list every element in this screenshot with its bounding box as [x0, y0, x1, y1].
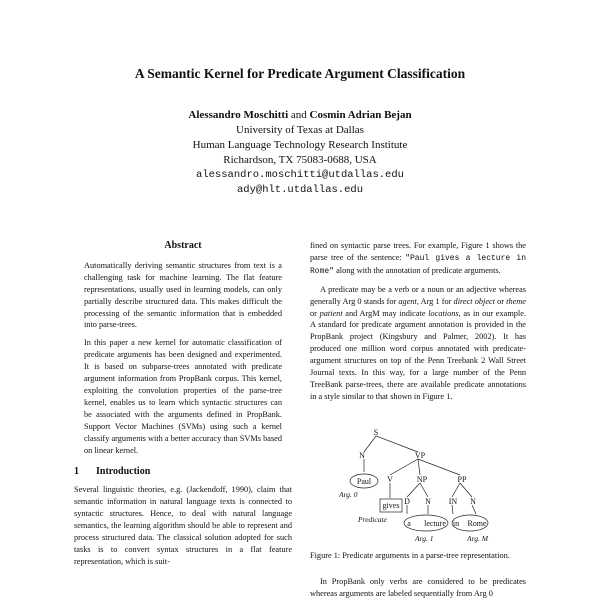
figure-caption: Figure 1: Predicate arguments in a parse-tree representation.	[310, 551, 510, 560]
word-a: a	[407, 519, 411, 528]
word-lecture: lecture	[424, 519, 446, 528]
example-sentence: "Paul gives a lecture in Rome"	[310, 253, 526, 276]
section-introduction-heading	[74, 466, 292, 478]
node-n-location: N	[470, 497, 476, 506]
paper-title: A Semantic Kernel for Predicate Argument Classification	[134, 66, 466, 81]
label-predicate: Predicate	[358, 515, 387, 524]
intro-paragraph-1: Several linguistic theories, e.g. (Jackendoff, 1990), claim that semantic information in natural language texts is connected to syntactic structures. Hence, to deal with natural language semantics, the learning algorithm should be able to represent and process structured data. The classical solution adopted for such tasks is to convert syntax structures in a flat feature representation, which is suit-	[74, 485, 292, 566]
author-block	[0, 108, 600, 198]
abstract-paragraph-2: In this paper a new kernel for automatic classification of predicate arguments has been designed and experimented. It is based on subparse-trees annotated with predicate argument information from PropBank corpus. This kernel, exploiting the convolution properties of the parse-tree kernel, enables us to learn which syntactic structures can be associated with the arguments defined in PropBank. Support Vector Machines (SVMs) using such a kernel classify arguments with a better accuracy than SVMs based on linear kernel.	[84, 338, 282, 455]
affiliation-address: Richardson, TX 75083-0688, USA	[223, 154, 377, 166]
node-vp: VP	[414, 451, 426, 460]
parse-tree-figure	[310, 426, 526, 548]
section-title: Introduction	[96, 466, 151, 478]
affiliation-institute: Human Language Technology Research Institute	[192, 139, 408, 151]
abstract-paragraph-1: Automatically deriving semantic structures from text is a challenging task for machine learning. The flat feature representations, usually used in learning models, can only partially describe structured data. This makes difficult the processing of the semantic information that is embedded into parse-trees.	[84, 260, 282, 330]
node-n: N	[359, 451, 365, 460]
word-rome: Rome	[467, 519, 487, 528]
node-v: V	[387, 475, 393, 484]
node-d: D	[404, 497, 410, 506]
right-column	[310, 240, 526, 409]
email-1: alessandro.moschitti@utdallas.edu	[196, 169, 404, 181]
author-names	[0, 108, 600, 123]
right-paragraph-3: In PropBank only verbs are considered to be predicates whereas arguments are labeled sequentially from Arg 0	[310, 577, 526, 598]
node-pp: PP	[457, 475, 467, 484]
email-2: ady@hlt.utdallas.edu	[236, 184, 364, 196]
abstract-body	[74, 260, 292, 457]
label-arg0: Arg. 0	[339, 490, 358, 499]
right-paragraph-1: fined on syntactic parse trees. For example, Figure 1 shows the parse tree of the sentence: "Paul gives a lecture in Rome" along with the annotation of predicate arguments.	[310, 241, 526, 276]
node-n-object: N	[425, 497, 431, 506]
right-paragraph-2: A predicate may be a verb or a noun or an adjective whereas generally Arg 0 stands for agent, Arg 1 for direct object or theme or patient and ArgM may indicate locations, as in our example. A standard for predicate argument annotation is provided in the PropBank project (Kingsbury and Palmer, 2002). It has produced one million word corpus annotated with predicate-argument structures on top of the Penn Treebank 2 Wall Street Journal texts. In this way, for a large number of the Penn TreeBank parse-trees, there are available predicate annotations in a style similar to that shown in Figure 1.	[310, 284, 526, 401]
node-s: S	[373, 428, 379, 437]
author-2: Cosmin Adrian Bejan	[309, 109, 412, 121]
author-conjunction: and	[290, 109, 307, 121]
abstract-heading: Abstract	[164, 240, 202, 251]
author-1: Alessandro Moschitti	[188, 109, 289, 121]
left-column	[74, 240, 292, 574]
word-gives: gives	[382, 501, 400, 510]
node-np: NP	[416, 475, 428, 484]
label-argm: Arg. M	[467, 534, 488, 543]
word-paul: Paul	[356, 477, 372, 486]
label-arg1: Arg. 1	[415, 534, 434, 543]
section-number: 1	[74, 466, 79, 478]
node-in: IN	[448, 497, 458, 506]
affiliation-university: University of Texas at Dallas	[236, 124, 364, 136]
word-in: in	[452, 519, 460, 528]
